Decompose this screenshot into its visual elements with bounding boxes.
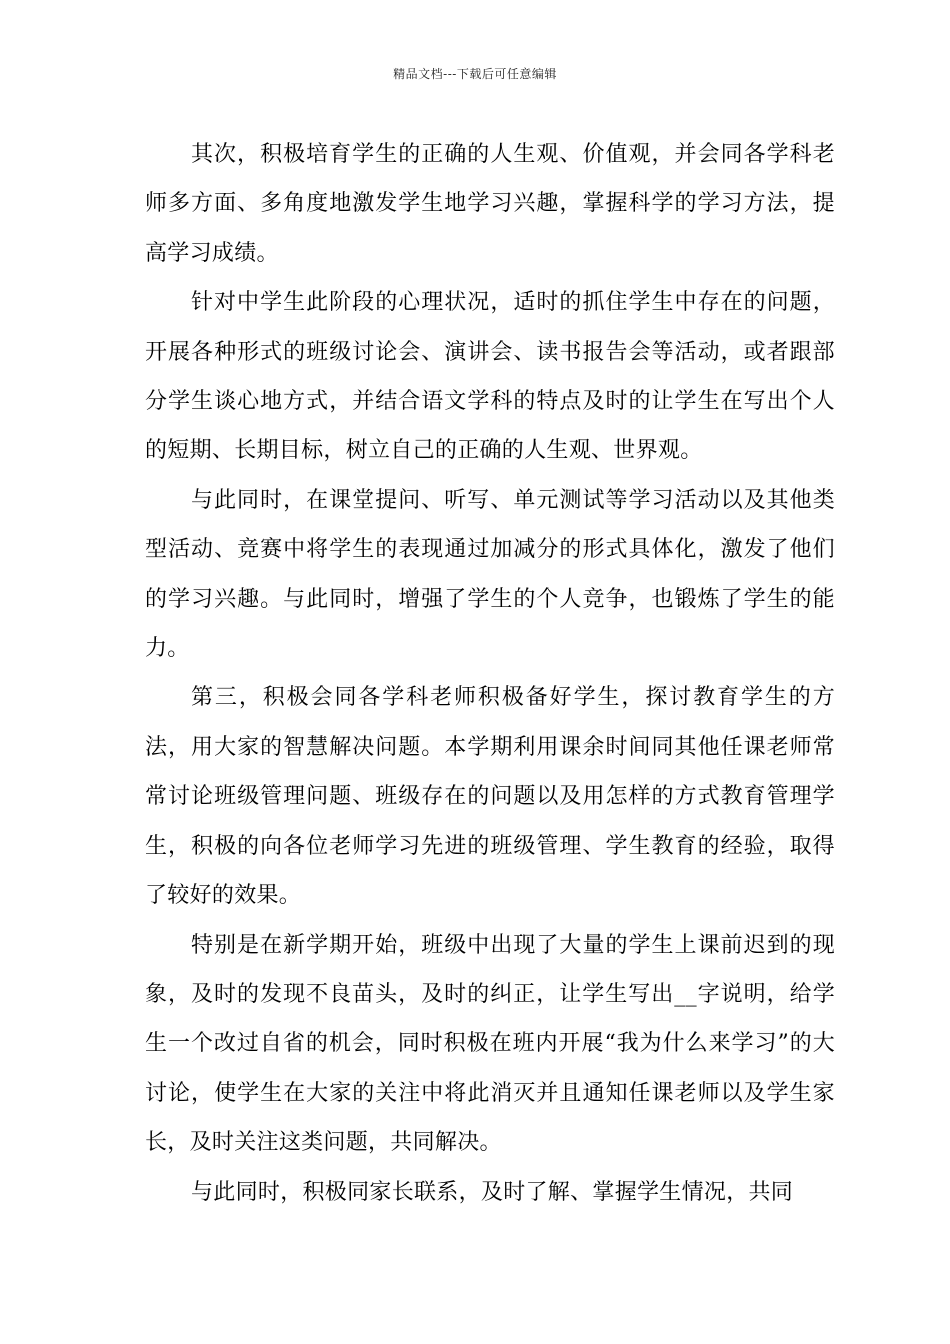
paragraph-2: 针对中学生此阶段的心理状况，适时的抓住学生中存在的问题，开展各种形式的班级讨论会、演讲会、读书报告会等活动，或者跟部分学生谈心地方式，并结合语文学科的特点及时的让学生在写出个人的短期、长期目标，树立自己的正确的人生观、世界观。 [145, 290, 835, 464]
document-body [145, 130, 835, 1217]
paragraph-4: 第三，积极会同各学科老师积极备好学生，探讨教育学生的方法，用大家的智慧解决问题。本学期利用课余时间同其他任课老师常常讨论班级管理问题、班级存在的问题以及用怎样的方式教育管理学生，积极的向各位老师学习先进的班级管理、学生教育的经验，取得了较好的效果。 [145, 685, 835, 909]
paragraph-5: 特别是在新学期开始，班级中出现了大量的学生上课前迟到的现象，及时的发现不良苗头，及时的纠正，让学生写出__字说明，给学生一个改过自省的机会，同时积极在班内开展“我为什么来学习”的大讨论，使学生在大家的关注中将此消灭并且通知任课老师以及学生家长，及时关注这类问题，共同解决。 [145, 932, 835, 1156]
paragraph-1: 其次，积极培育学生的正确的人生观、价值观，并会同各学科老师多方面、多角度地激发学生地学习兴趣，掌握科学的学习方法，提高学习成绩。 [145, 142, 835, 266]
page-header: 精品文档---下载后可任意编辑 [393, 67, 557, 81]
paragraph-3: 与此同时，在课堂提问、听写、单元测试等学习活动以及其他类型活动、竞赛中将学生的表现通过加减分的形式具体化，激发了他们的学习兴趣。与此同时，增强了学生的个人竞争，也锻炼了学生的能力。 [145, 487, 835, 662]
paragraph-6: 与此同时，积极同家长联系，及时了解、掌握学生情况，共同 [191, 1179, 794, 1205]
